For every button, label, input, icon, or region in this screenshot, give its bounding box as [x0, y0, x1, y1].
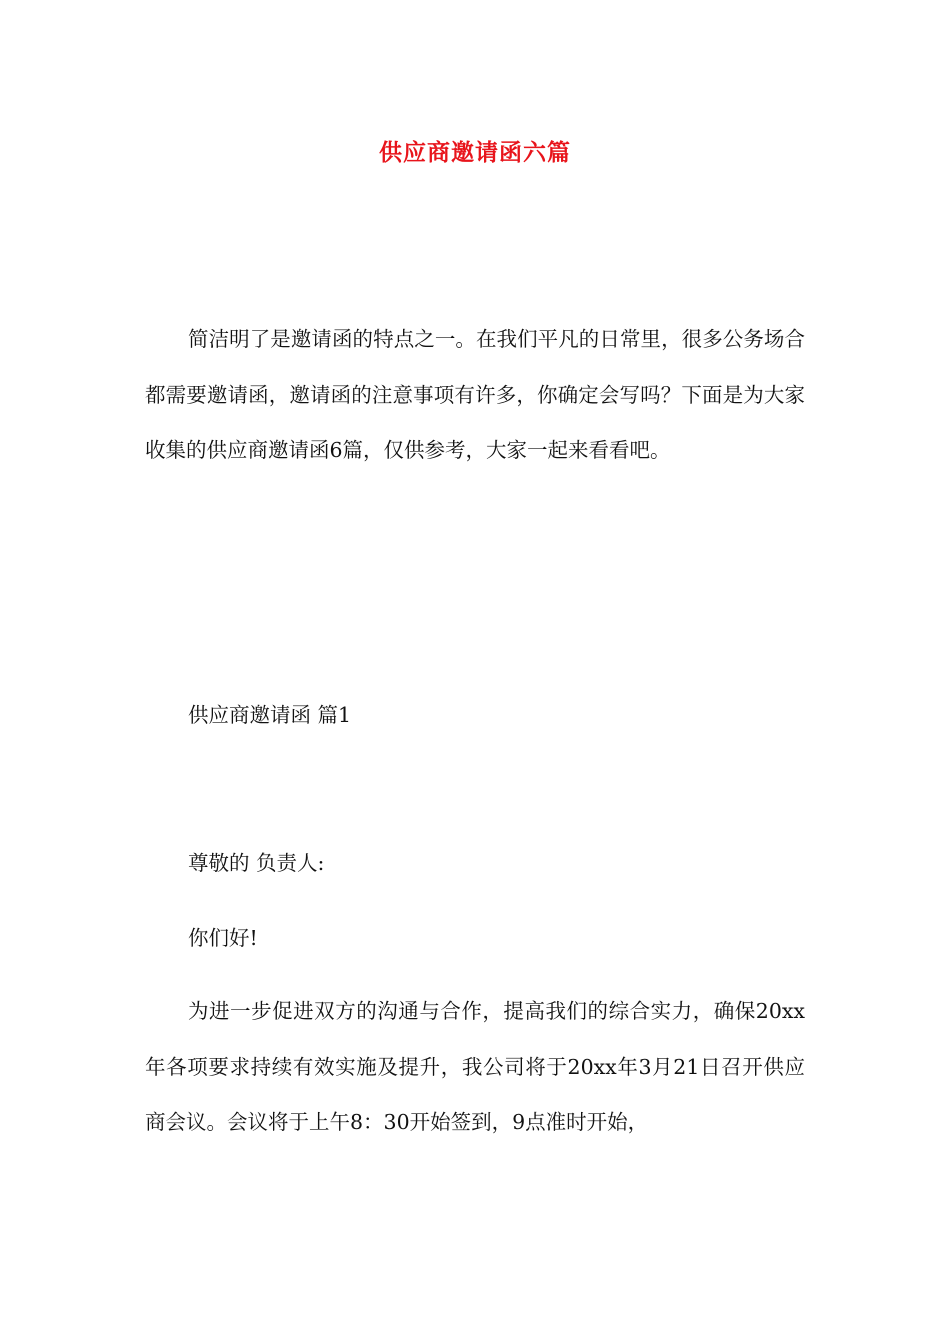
salutation: 尊敬的 负责人: [188, 851, 325, 875]
greeting: 你们好! [188, 926, 258, 950]
document-title: 供应商邀请函六篇 [379, 139, 571, 166]
section-heading: 供应商邀请函 篇1 [188, 703, 352, 727]
intro-paragraph: 简洁明了是邀请函的特点之一。在我们平凡的日常里，很多公务场合都需要邀请函，邀请函的注意事项有许多，你确定会写吗？下面是为大家收集的供应商邀请函6篇，仅供参考，大家一起来看看吧。 [145, 327, 805, 462]
body-paragraph: 为进一步促进双方的沟通与合作，提高我们的综合实力，确保20xx年各项要求持续有效实施及提升，我公司将于20xx年3月21日召开供应商会议。会议将于上午8：30开始签到，9点准时开始， [145, 999, 805, 1134]
